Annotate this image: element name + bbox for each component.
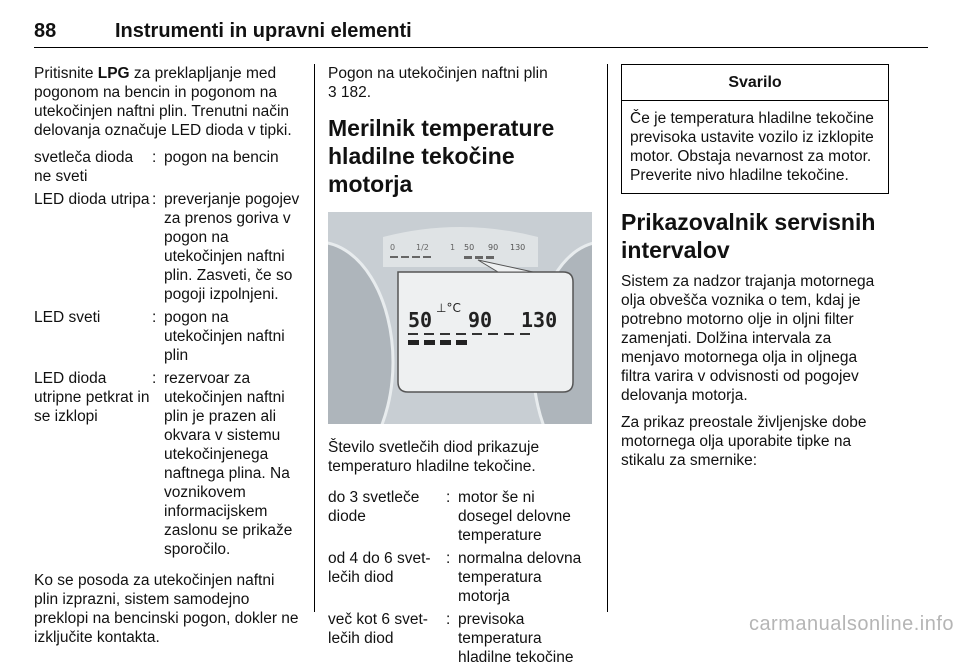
section-heading-service: Prikazovalnik servisnih intervalov	[621, 209, 876, 263]
lpg-key-label: LPG	[97, 65, 130, 82]
header-rule	[34, 47, 928, 48]
thermometer-icon: ⊥°C	[436, 301, 461, 315]
def-desc: motor še ni dosegel delovne temperature	[458, 489, 571, 544]
service-paragraph-2: Za prikaz preostale življenjske dobe motornega olja uporabite tipke na stikalu za smernike:	[621, 414, 867, 469]
small-gauge-label: 0	[390, 243, 396, 252]
def-sep: :	[446, 611, 451, 628]
def-row	[328, 610, 592, 667]
def-term: LED sveti	[34, 309, 101, 326]
figure-caption: Število svetlečih diod prikazuje temperaturo hladilne tekočine.	[328, 439, 540, 475]
def-term: od 4 do 6 svet-lečih diod	[328, 550, 431, 586]
def-desc: rezervoar za utekočinjen naftni plin je prazen ali okvara v sistemu utekočinjenega naftnega plina. Na voznikovem informacijskem zaslonu se prikaže sporočilo.	[164, 370, 293, 558]
def-sep: :	[446, 550, 451, 567]
def-term: več kot 6 svet-lečih diod	[328, 611, 428, 647]
column-3	[621, 64, 889, 478]
small-gauge-label: 1/2	[416, 243, 429, 252]
def-term: svetleča dioda ne sveti	[34, 149, 134, 185]
def-desc: pogon na utekočinjen naftni plin	[164, 309, 285, 364]
def-desc: normalna delovna temperatura motorja	[458, 550, 582, 605]
def-row	[34, 190, 302, 304]
instrument-cluster-illustration	[328, 212, 592, 424]
warning-box	[621, 64, 889, 194]
page-title: Instrumenti in upravni elementi	[115, 20, 412, 42]
lpg-outro: Ko se posoda za utekočinjen naftni plin izprazni, sistem samodejno preklopi na bencinski pogon, dokler ne izključite kontakta.	[34, 572, 299, 646]
ref-page-link[interactable]: 3 182.	[328, 84, 372, 101]
def-row	[34, 148, 302, 186]
column-divider-2	[607, 64, 608, 612]
column-2	[328, 64, 592, 671]
def-term: do 3 svetleče diode	[328, 489, 420, 525]
def-desc: pogon na bencin	[164, 149, 279, 166]
def-sep: :	[152, 149, 157, 166]
page-header	[0, 0, 960, 50]
coolant-gauge-figure	[328, 212, 592, 424]
warning-text: Če je temperatura hladilne tekočine previsoka ustavite vozilo iz izklopite motor. Obstaja nevarnost za motor. Preverite nivo hladilne tekočine.	[630, 110, 874, 184]
def-sep: :	[446, 489, 451, 506]
footer-watermark: carmanualsonline.info	[748, 613, 954, 635]
small-gauge-label: 90	[488, 243, 499, 252]
gauge-label-130: 130	[521, 308, 558, 332]
def-row	[328, 549, 592, 606]
def-row	[34, 308, 302, 365]
small-gauge-label: 50	[464, 243, 475, 252]
def-row	[328, 488, 592, 545]
def-term: LED dioda utripa	[34, 191, 150, 208]
small-gauge-label: 130	[510, 243, 526, 252]
column-divider-1	[314, 64, 315, 612]
section-heading-coolant: Merilnik temperature hladilne tekočine motorja	[328, 115, 555, 197]
service-paragraph-1: Sistem za nadzor trajanja motornega olja obvešča voznika o tem, kdaj je potrebno motorno olje in oljni filter zamenjati. Dolžina intervala za menjavo motornega olja in oljnega filtra varira v odvisnosti od pogojev delovanja motorja.	[621, 273, 875, 404]
cross-reference	[328, 64, 592, 102]
column-1	[34, 64, 302, 655]
gauge-label-50: 50	[408, 308, 433, 332]
def-term: LED dioda utripne petkrat in se izklopi	[34, 370, 150, 425]
small-gauge-label: 1	[450, 243, 456, 252]
intro-text-rest: za preklapljanje med pogonom na bencin in pogonom na utekočinjen naftni plin. Trenutni način delovanja označuje LED dioda v tipki.	[34, 65, 292, 139]
def-desc: previsoka temperatura hladilne tekočine	[458, 611, 574, 666]
def-row	[34, 369, 302, 559]
def-desc: preverjanje pogojev za prenos goriva v pogon na utekočinjen naftni plin. Zasveti, če so pogoji izpolnjeni.	[164, 191, 300, 303]
intro-text: Pritisnite	[34, 65, 98, 82]
lpg-intro	[34, 64, 302, 140]
def-sep: :	[152, 191, 157, 208]
def-sep: :	[152, 309, 157, 326]
page-number: 88	[34, 20, 57, 42]
def-sep: :	[152, 370, 157, 387]
ref-text: Pogon na utekočinjen naftni plin	[328, 65, 548, 82]
warning-title: Svarilo	[622, 65, 888, 101]
gauge-label-90: 90	[468, 308, 493, 332]
